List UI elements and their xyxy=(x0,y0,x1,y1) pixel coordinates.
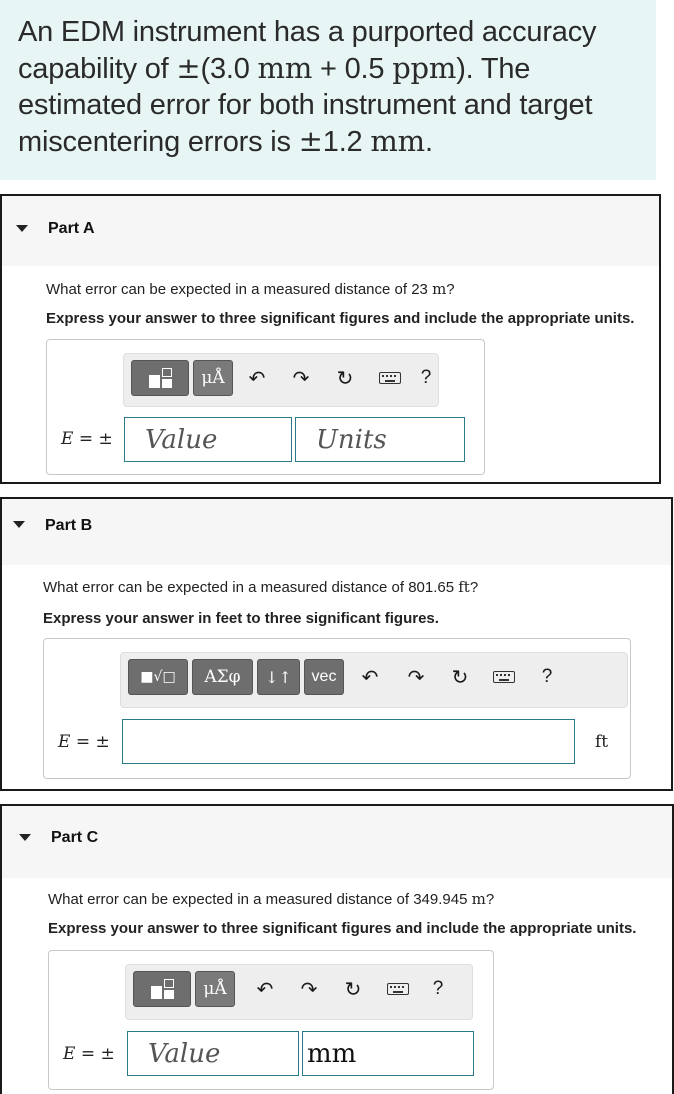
problem-statement xyxy=(0,0,656,180)
part-b-answer-box xyxy=(43,638,631,779)
part-a-toolbar xyxy=(123,353,439,407)
part-c-instruction: Express your answer to three significant figures and include the appropriate units. xyxy=(48,920,637,937)
part-a-answer-box xyxy=(46,339,485,475)
part-b-panel xyxy=(0,497,673,791)
undo-icon[interactable]: ↶ xyxy=(256,978,274,1001)
vector-button[interactable]: vec xyxy=(304,659,344,695)
units-button[interactable]: μÅ xyxy=(193,360,233,396)
redo-icon[interactable]: ↷ xyxy=(300,978,318,1001)
part-b-header[interactable] xyxy=(2,499,671,565)
part-b-unit-label: ft xyxy=(595,732,609,752)
redo-icon[interactable]: ↷ xyxy=(292,367,310,390)
part-b-equation-label: E = ± xyxy=(58,732,110,752)
collapse-caret-icon[interactable] xyxy=(16,225,28,232)
part-c-panel xyxy=(0,804,674,1094)
part-b-answer-input[interactable] xyxy=(122,719,575,764)
fraction-template-icon xyxy=(151,979,174,999)
templates-button[interactable] xyxy=(131,360,189,396)
help-button[interactable]: ? xyxy=(432,978,444,999)
keyboard-icon[interactable] xyxy=(374,360,406,396)
part-c-value-input[interactable]: Value xyxy=(127,1031,299,1076)
undo-icon[interactable]: ↶ xyxy=(361,666,379,689)
greek-symbols-button[interactable]: ΑΣφ xyxy=(192,659,253,695)
part-b-title: Part B xyxy=(45,517,93,534)
reset-icon[interactable]: ↻ xyxy=(336,367,354,390)
help-button[interactable]: ? xyxy=(420,367,432,388)
templates-button[interactable] xyxy=(133,971,191,1007)
reset-icon[interactable]: ↻ xyxy=(451,666,469,689)
problem-text: An EDM instrument has a purported accuracy capability of ±(3.0 mm + 0.5 ppm). The estimated error for both instrument and target miscentering errors is ±1.2 mm. xyxy=(18,16,597,158)
arrows-button[interactable]: ↓↑ xyxy=(257,659,300,695)
collapse-caret-icon[interactable] xyxy=(19,834,31,841)
units-button[interactable]: μÅ xyxy=(195,971,235,1007)
collapse-caret-icon[interactable] xyxy=(13,521,25,528)
part-a-panel xyxy=(0,194,661,484)
part-c-question: What error can be expected in a measured distance of 349.945 m? xyxy=(48,890,495,908)
part-c-toolbar xyxy=(125,964,473,1020)
part-b-question: What error can be expected in a measured distance of 801.65 ft? xyxy=(43,578,479,596)
part-a-instruction: Express your answer to three significant figures and include the appropriate units. xyxy=(46,310,635,327)
reset-icon[interactable]: ↻ xyxy=(344,978,362,1001)
part-a-value-input[interactable]: Value xyxy=(124,417,292,462)
keyboard-icon[interactable] xyxy=(382,971,414,1007)
part-a-units-input[interactable]: Units xyxy=(295,417,465,462)
part-c-equation-label: E = ± xyxy=(63,1044,115,1064)
part-a-equation-label: E = ± xyxy=(61,429,113,449)
help-button[interactable]: ? xyxy=(541,666,553,687)
part-c-title: Part C xyxy=(51,829,99,846)
part-a-title: Part A xyxy=(48,220,95,237)
part-a-header[interactable] xyxy=(2,196,659,266)
templates-button[interactable] xyxy=(128,659,188,695)
redo-icon[interactable]: ↷ xyxy=(407,666,425,689)
part-c-header[interactable] xyxy=(2,806,672,878)
part-a-question: What error can be expected in a measured distance of 23 m? xyxy=(46,280,455,298)
part-b-toolbar xyxy=(120,652,628,708)
undo-icon[interactable]: ↶ xyxy=(248,367,266,390)
part-c-answer-box xyxy=(48,950,494,1090)
keyboard-icon[interactable] xyxy=(487,659,521,695)
fraction-root-template-icon: ■√□ xyxy=(140,669,176,685)
part-c-units-input[interactable]: mm xyxy=(302,1031,474,1076)
part-b-instruction: Express your answer in feet to three significant figures. xyxy=(43,610,439,627)
fraction-template-icon xyxy=(149,368,172,388)
